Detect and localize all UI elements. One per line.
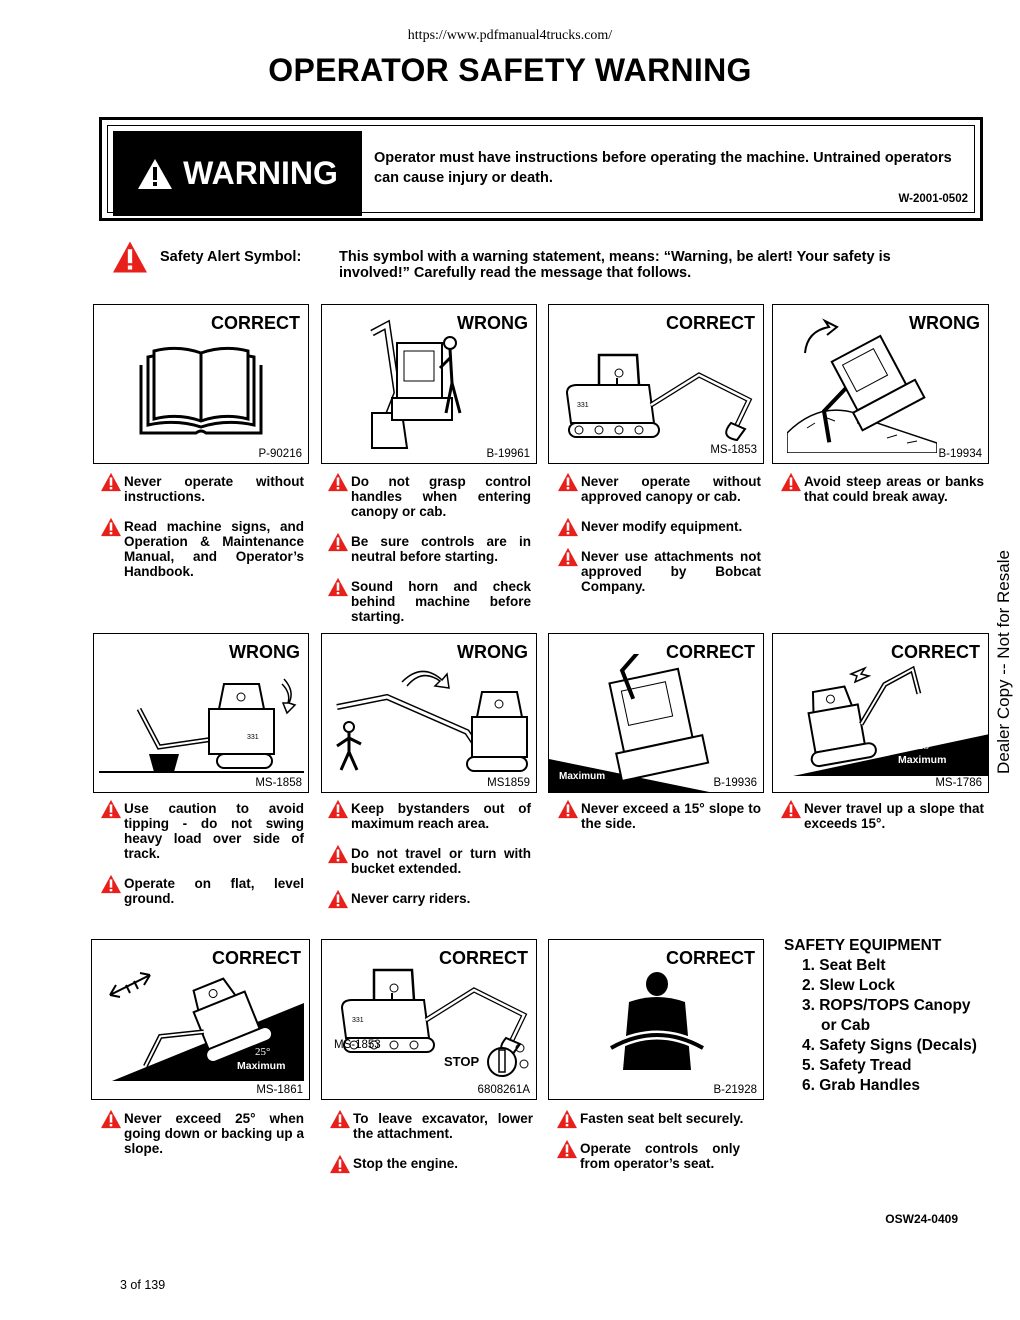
caption-item bbox=[124, 474, 304, 504]
caption-item bbox=[581, 519, 761, 534]
alert-triangle-icon bbox=[327, 472, 349, 492]
safety-equipment-item: or Cab bbox=[821, 1017, 871, 1034]
document-code: OSW24-0409 bbox=[885, 1212, 958, 1226]
alert-triangle-icon bbox=[100, 517, 122, 537]
alert-triangle-icon bbox=[327, 844, 349, 864]
dealer-copy-notice: Dealer Copy -- Not for Resale bbox=[994, 550, 1013, 774]
safety-equipment-item: 6. Grab Handles bbox=[802, 1077, 921, 1094]
caption-item bbox=[124, 801, 304, 861]
slope-angle: 25° bbox=[255, 1046, 271, 1058]
caption-item bbox=[581, 801, 761, 831]
panel-status-correct: CORRECT bbox=[666, 948, 755, 968]
caption-text: Keep bystanders out of maximum reach area. bbox=[351, 801, 531, 831]
caption-text: To leave excavator, lower the attachment. bbox=[353, 1111, 533, 1141]
alert-triangle-icon bbox=[100, 472, 122, 492]
panel-status-correct: CORRECT bbox=[666, 642, 755, 662]
warning-code: W-2001-0502 bbox=[898, 193, 968, 205]
panel-code: MS-1858 bbox=[255, 777, 302, 789]
safety-alert-label: Safety Alert Symbol: bbox=[160, 249, 302, 265]
safety-alert-symbol-icon bbox=[111, 240, 149, 274]
panel-code: P-90216 bbox=[258, 448, 302, 460]
alert-triangle-icon bbox=[327, 889, 349, 909]
excavator-bystander-icon bbox=[327, 652, 532, 777]
caption-item bbox=[581, 549, 761, 594]
caption-item bbox=[351, 474, 531, 519]
panel-seat-belt bbox=[548, 939, 764, 1100]
safety-equipment-list bbox=[784, 936, 977, 1096]
warning-message: Operator must have instructions before operating the machine. Untrained operators can cause injury or death. bbox=[374, 150, 952, 186]
panel-down-slope bbox=[91, 939, 310, 1100]
alert-triangle-icon bbox=[780, 799, 802, 819]
alert-triangle-icon bbox=[556, 1139, 578, 1159]
caption-text: Avoid steep areas or banks that could break away. bbox=[804, 474, 984, 504]
panel-status-correct: CORRECT bbox=[666, 313, 755, 333]
slope-maximum: Maximum bbox=[237, 1060, 286, 1072]
caption-item bbox=[351, 846, 531, 876]
panel-side-load bbox=[93, 633, 309, 793]
seat-belt-icon bbox=[587, 970, 727, 1080]
caption-text: Never exceed a 15° slope to the side. bbox=[581, 801, 761, 831]
caption-item bbox=[351, 891, 531, 906]
panel-status-wrong: WRONG bbox=[457, 642, 528, 662]
alert-triangle-icon bbox=[780, 472, 802, 492]
svg-text:331: 331 bbox=[247, 734, 259, 741]
caption-text: Operate on flat, level ground. bbox=[124, 876, 304, 906]
caption-text: Read machine signs, and Operation & Maintenance Manual, and Operator’s Handbook. bbox=[124, 519, 304, 579]
panel-status-correct: CORRECT bbox=[211, 313, 300, 333]
excavator-side-load-icon bbox=[99, 669, 304, 779]
warning-triangle-icon bbox=[137, 158, 173, 190]
caption-item bbox=[580, 1111, 760, 1126]
caption-text: Never exceed 25° when going down or backing up a slope. bbox=[124, 1111, 304, 1156]
caption-text: Stop the engine. bbox=[353, 1156, 459, 1171]
panel-canopy bbox=[548, 304, 764, 464]
caption-item bbox=[124, 876, 304, 906]
panel-up-slope bbox=[772, 633, 989, 793]
page-title: OPERATOR SAFETY WARNING bbox=[268, 52, 752, 88]
caption-text: Do not grasp control handles when entering canopy or cab. bbox=[351, 474, 531, 519]
panel-status-wrong: WRONG bbox=[457, 313, 528, 333]
caption-text: Never operate without instructions. bbox=[124, 474, 304, 504]
ignition-key-icon bbox=[484, 1038, 534, 1080]
caption-item bbox=[804, 474, 984, 504]
safety-equipment-item: 2. Slew Lock bbox=[802, 977, 896, 994]
alert-triangle-icon bbox=[100, 1109, 122, 1129]
warning-label-block bbox=[113, 131, 362, 216]
panel-status-correct: CORRECT bbox=[891, 642, 980, 662]
safety-equipment-item: 1. Seat Belt bbox=[802, 957, 886, 974]
caption-item bbox=[124, 1111, 304, 1156]
panel-status-correct: CORRECT bbox=[212, 948, 301, 968]
panel-code: MS-1853 bbox=[710, 444, 757, 456]
safety-equipment-title: SAFETY EQUIPMENT bbox=[784, 937, 942, 954]
caption-item bbox=[351, 801, 531, 831]
caption-item bbox=[804, 801, 984, 831]
caption-text: Never carry riders. bbox=[351, 891, 471, 906]
manual-book-icon bbox=[136, 345, 266, 435]
alert-triangle-icon bbox=[557, 472, 579, 492]
panel-code: B-19936 bbox=[713, 777, 757, 789]
warning-box bbox=[99, 117, 983, 221]
caption-text: Use caution to avoid tipping - do not swing heavy load over side of track. bbox=[124, 801, 304, 861]
stop-label: STOP bbox=[444, 1054, 480, 1069]
caption-text: Never operate without approved canopy or cab. bbox=[581, 474, 761, 504]
panel-manual bbox=[93, 304, 309, 464]
excavator-canopy-icon bbox=[559, 345, 759, 445]
excavator-bank-tipping-icon bbox=[787, 313, 937, 453]
alert-triangle-icon bbox=[556, 1109, 578, 1129]
caption-text: Never modify equipment. bbox=[581, 519, 743, 534]
panel-stop-engine bbox=[321, 939, 537, 1100]
page-number: 3 of 139 bbox=[120, 1278, 166, 1292]
warning-box-inner-frame bbox=[107, 125, 975, 213]
panel-bystanders bbox=[321, 633, 537, 793]
safety-equipment-item: 3. ROPS/TOPS Canopy bbox=[802, 997, 971, 1014]
panel-code: MS-1861 bbox=[256, 1084, 303, 1096]
alert-triangle-icon bbox=[327, 577, 349, 597]
slope-angle: 15° bbox=[918, 740, 934, 752]
panel-steep-bank bbox=[772, 304, 989, 464]
caption-text: Be sure controls are in neutral before starting. bbox=[351, 534, 531, 564]
caption-item bbox=[580, 1141, 740, 1171]
warning-label: WARNING bbox=[183, 155, 338, 191]
caption-item bbox=[351, 534, 531, 564]
alert-triangle-icon bbox=[327, 532, 349, 552]
panel-code: B-21928 bbox=[713, 1084, 757, 1096]
caption-text: Never use attachments not approved by Bobcat Company. bbox=[581, 549, 761, 594]
panel-code: 6808261A bbox=[477, 1084, 530, 1096]
alert-triangle-icon bbox=[329, 1109, 351, 1129]
alert-triangle-icon bbox=[329, 1154, 351, 1174]
caption-item bbox=[353, 1111, 533, 1141]
excavator-up-slope-icon bbox=[773, 654, 989, 776]
panel-status-wrong: WRONG bbox=[909, 313, 980, 333]
alert-triangle-icon bbox=[557, 799, 579, 819]
caption-text: Fasten seat belt securely. bbox=[580, 1111, 744, 1126]
panel-code: MS-1786 bbox=[935, 777, 982, 789]
panel-side-slope bbox=[548, 633, 764, 793]
slope-maximum: Maximum bbox=[559, 771, 606, 782]
panel-status-correct: CORRECT bbox=[439, 948, 528, 968]
alert-triangle-icon bbox=[327, 799, 349, 819]
source-url[interactable]: https://www.pdfmanual4trucks.com/ bbox=[407, 28, 613, 43]
panel-status-wrong: WRONG bbox=[229, 642, 300, 662]
slope-angle: 15° bbox=[563, 743, 579, 755]
alert-triangle-icon bbox=[100, 799, 122, 819]
panel-code: MS1859 bbox=[487, 777, 530, 789]
caption-text: Operate controls only from operator’s seat. bbox=[580, 1141, 740, 1171]
caption-text: Sound horn and check behind machine before starting. bbox=[351, 579, 531, 624]
caption-item bbox=[124, 519, 304, 579]
slope-maximum: Maximum bbox=[898, 754, 947, 766]
safety-equipment-item: 5. Safety Tread bbox=[802, 1057, 912, 1074]
caption-item bbox=[581, 474, 761, 504]
image-code: MS-1853 bbox=[334, 1039, 381, 1051]
caption-item bbox=[353, 1156, 533, 1171]
alert-triangle-icon bbox=[100, 874, 122, 894]
caption-text: Do not travel or turn with bucket extended. bbox=[351, 846, 531, 876]
caption-text: Never travel up a slope that exceeds 15°. bbox=[804, 801, 984, 831]
panel-code: B-19961 bbox=[486, 448, 530, 460]
caption-item bbox=[351, 579, 531, 624]
alert-triangle-icon bbox=[557, 547, 579, 567]
panel-grab-handles bbox=[321, 304, 537, 464]
safety-equipment-item: 4. Safety Signs (Decals) bbox=[802, 1037, 977, 1054]
alert-triangle-icon bbox=[557, 517, 579, 537]
excavator-grab-handle-icon bbox=[342, 313, 472, 453]
panel-code: B-19934 bbox=[938, 448, 982, 460]
safety-alert-text: This symbol with a warning statement, means: “Warning, be alert! Your safety is involved!” Carefully read the message that follows. bbox=[339, 249, 891, 281]
